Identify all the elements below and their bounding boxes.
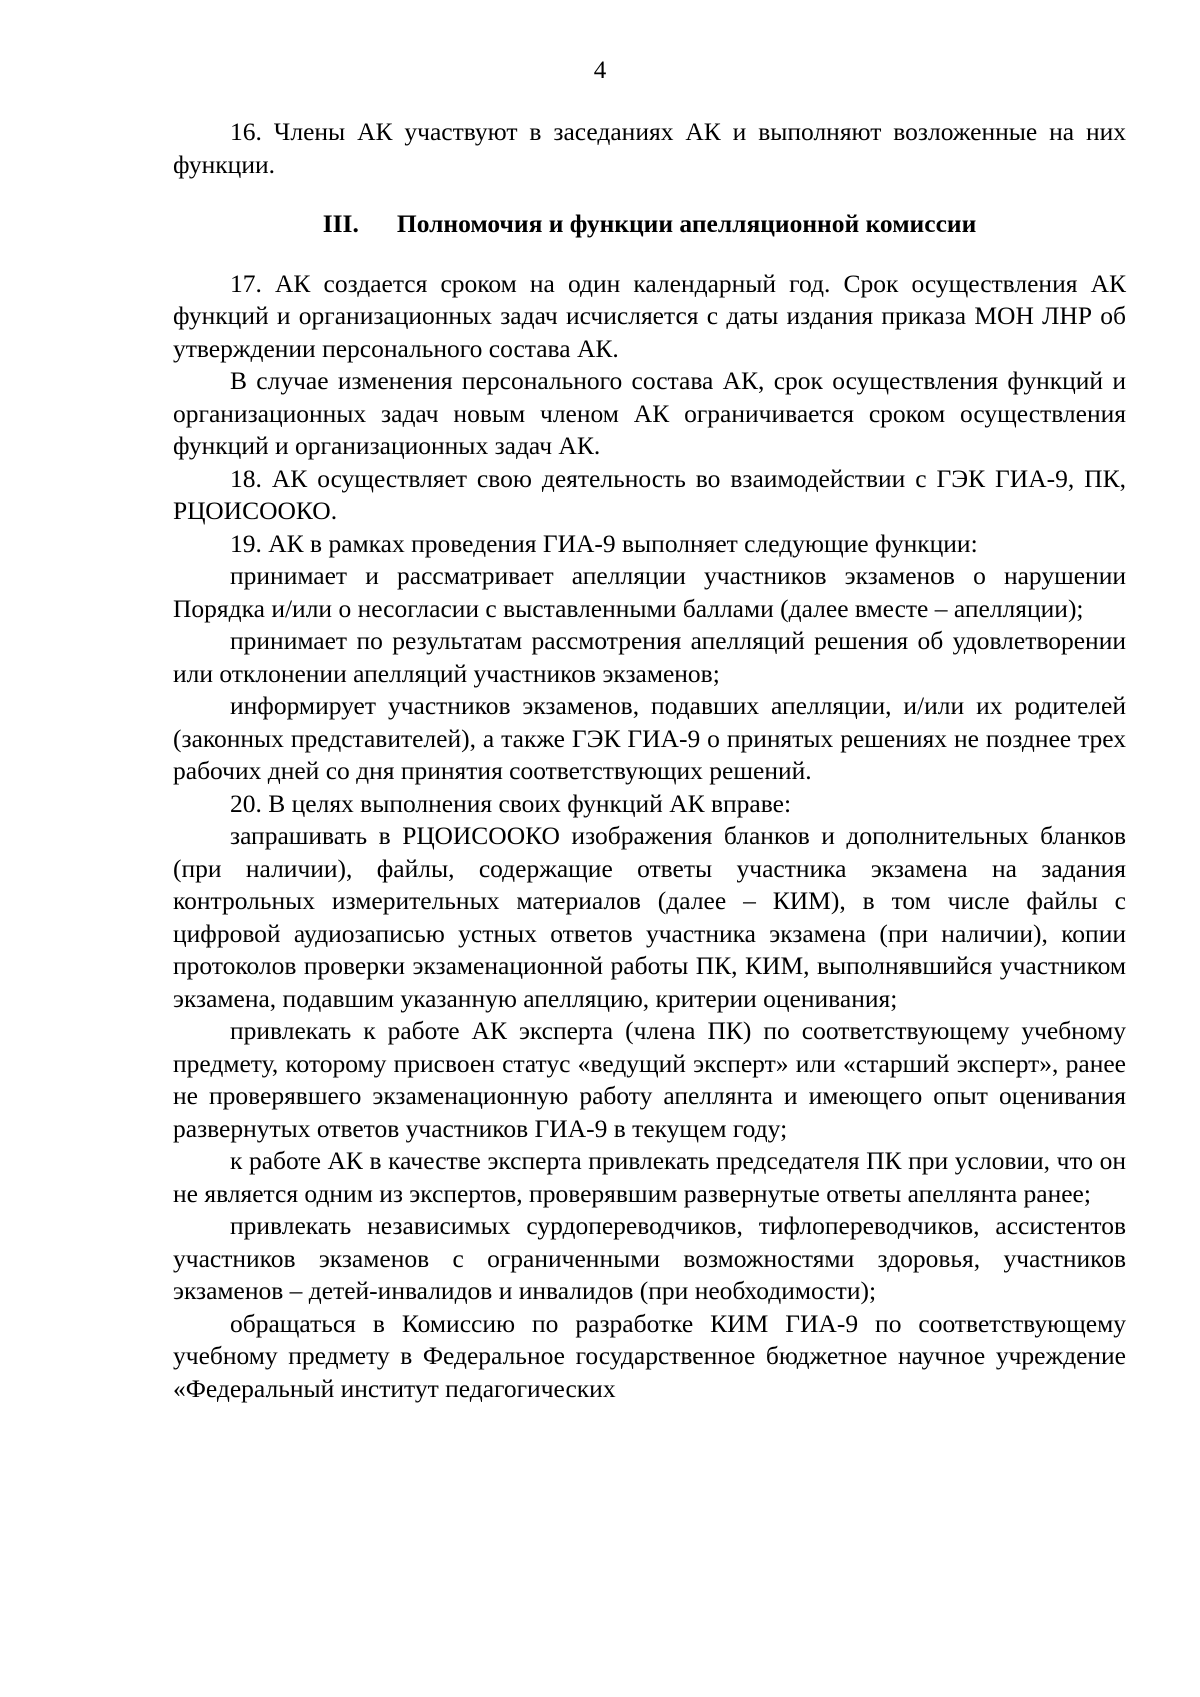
paragraph-17: 17. АК создается сроком на один календарный год. Срок осуществления АК функций и организационных задач исчисляется с даты издания приказа МОН ЛНР об утверждении персонального состава АК. xyxy=(173,268,1126,363)
paragraph-19-item-1: принимает и рассматривает апелляции участников экзаменов о нарушении Порядка и/или о несогласии с выставленными баллами (далее вместе – апелляции); xyxy=(173,561,1126,623)
paragraph-19: 19. АК в рамках проведения ГИА-9 выполняет следующие функции: xyxy=(230,528,978,558)
section-title: Полномочия и функции апелляционной комиссии xyxy=(396,209,977,238)
paragraph-20: 20. В целях выполнения своих функций АК вправе: xyxy=(230,788,792,818)
paragraph-20-item-4: привлекать независимых сурдопереводчиков, тифлопереводчиков, ассистентов участников экзаменов с ограниченными возможностями здоровья, участников экзаменов – детей-инвалидов и инвалидов (при необходимости); xyxy=(173,1211,1126,1305)
section-heading xyxy=(173,208,1126,241)
paragraph-17-continuation: В случае изменения персонального состава АК, срок осуществления функций и организационных задач новым членом АК ограничивается сроком осуществления функций и организационных задач АК. xyxy=(173,366,1126,460)
paragraph-18: 18. АК осуществляет свою деятельность во взаимодействии с ГЭК ГИА-9, ПК, РЦОИСООКО. xyxy=(173,463,1126,525)
paragraph-20-item-2: привлекать к работе АК эксперта (члена ПК) по соответствующему учебному предмету, которому присвоен статус «ведущий эксперт» или «старший эксперт», ранее не проверявшего экзаменационную работу апеллянта и имеющего опыт оценивания развернутых ответов участников ГИА-9 в текущем году; xyxy=(173,1016,1126,1143)
paragraph-19-item-3: информирует участников экзаменов, подавших апелляции, и/или их родителей (законных представителей), а также ГЭК ГИА-9 о принятых решениях не позднее трех рабочих дней со дня принятия соответствующих решений. xyxy=(173,691,1126,785)
document-body xyxy=(173,116,1126,1405)
paragraph-19-item-2: принимает по результатам рассмотрения апелляций решения об удовлетворении или отклонении апелляций участников экзаменов; xyxy=(173,626,1126,688)
paragraph-20-item-1: запрашивать в РЦОИСООКО изображения бланков и дополнительных бланков (при наличии), файлы, содержащие ответы участника экзамена на задания контрольных измерительных материалов (далее – КИМ), в том числе файлы с цифровой аудиозаписью устных ответов участника экзамена (при наличии), копии протоколов проверки экзаменационной работы ПК, КИМ, выполнявшийся участником экзамена, подавшим указанную апелляцию, критерии оценивания; xyxy=(173,821,1126,1013)
paragraph-20-item-3: к работе АК в качестве эксперта привлекать председателя ПК при условии, что он не является одним из экспертов, проверявшим развернутые ответы апеллянта ранее; xyxy=(173,1146,1126,1208)
section-number: III. xyxy=(322,209,359,238)
paragraph-16: 16. Члены АК участвуют в заседаниях АК и выполняют возложенные на них функции. xyxy=(173,117,1126,179)
paragraph-20-item-5: обращаться в Комиссию по разработке КИМ ГИА-9 по соответствующему учебному предмету в Федеральное государственное бюджетное научное учреждение «Федеральный институт педагогических xyxy=(173,1308,1126,1403)
page-number: 4 xyxy=(593,57,607,84)
